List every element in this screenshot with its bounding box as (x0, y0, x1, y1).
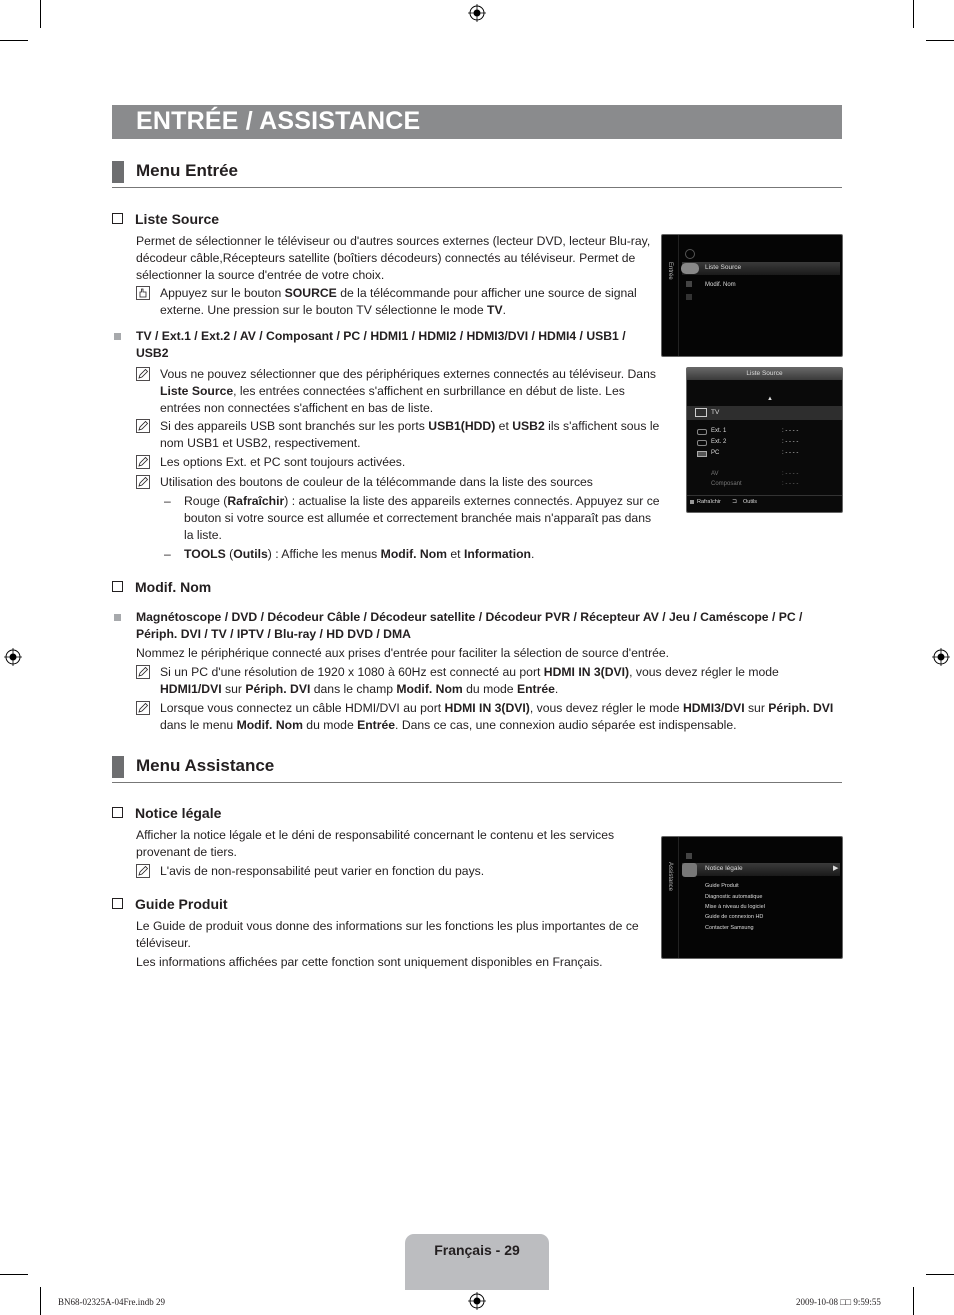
registration-mark-icon (468, 4, 486, 22)
tools-icon: ⊐ (732, 499, 738, 505)
notice-description: Afficher la notice légale et le déni de responsabilité concernant le contenu et les services provenant de tiers. (136, 828, 615, 859)
crop-mark (40, 1287, 41, 1315)
tip-hand-icon (136, 286, 150, 300)
section-bar (112, 756, 124, 778)
pc-icon (697, 451, 707, 457)
note-pencil-icon (136, 701, 150, 715)
note-pencil-icon (136, 455, 150, 469)
note-pencil-icon (136, 665, 150, 679)
source-name[interactable]: AV (711, 471, 719, 477)
modif-nom-description: Nommez le périphérique connecté aux prises d'entrée pour faciliter la sélection de source d'entrée. (136, 646, 670, 660)
checkbox-bullet-icon (112, 807, 123, 818)
subheading-liste-source: Liste Source (112, 211, 219, 227)
section-title: Menu Assistance (136, 756, 275, 775)
page-number-tab (405, 1234, 549, 1290)
scart-icon (697, 440, 707, 446)
source-list: TV / Ext.1 / Ext.2 / AV / Composant / PC / HDMI1 / HDMI2 / HDMI3/DVI / HDMI4 / USB1 / USB2 (136, 329, 626, 360)
subheading-guide-produit: Guide Produit (112, 896, 228, 912)
menu-item[interactable]: Guide Produit (705, 883, 739, 889)
dash-bullet: – (164, 547, 171, 561)
source-tv[interactable]: TV (711, 409, 720, 416)
print-timestamp: 2009-10-08 □□ 9:59:55 (796, 1297, 881, 1307)
page-title-bar (112, 105, 842, 139)
device-type-list: Magnétoscope / DVD / Décodeur Câble / Décodeur satellite / Décodeur PVR / Récepteur AV / Jeu / Caméscope / PC / Périph. DVI / TV / IPTV / Blu-ray / HD DVD / DMA (136, 610, 803, 641)
section-header-menu-entree (112, 161, 842, 188)
guide-description: Le Guide de produit vous donne des informations sur les fonctions les plus importantes de ce téléviseur. Les informations affichées par cette fonction sont uniquement disponibles en Français. (136, 919, 639, 969)
menu-item[interactable]: Diagnostic automatique (705, 894, 763, 900)
crop-mark (40, 0, 41, 28)
menu-item-notice-legale[interactable]: Notice légale (705, 865, 743, 872)
sound-icon (686, 281, 692, 287)
source-status: : - - - - (782, 471, 799, 477)
menu-item[interactable]: Guide de connexion HD (705, 914, 764, 920)
section-bar (112, 161, 124, 183)
menu-item-liste-source[interactable]: Liste Source (705, 264, 742, 271)
tools-button-desc: TOOLS (Outils) : Affiche les menus Modif. Nom et Information. (184, 547, 535, 561)
registration-mark-icon (468, 1292, 486, 1310)
source-name[interactable]: Composant (711, 481, 742, 487)
setup-icon (686, 294, 692, 300)
source-status: : - - - - (782, 439, 799, 445)
notice-note: L'avis de non-responsabilité peut varier en fonction du pays. (136, 863, 656, 880)
source-name[interactable]: Ext. 1 (711, 428, 727, 434)
crop-mark (926, 40, 954, 41)
input-icon (681, 263, 699, 274)
red-button-icon (690, 500, 694, 504)
tv-screen-entree-menu (661, 234, 843, 357)
red-button-desc: Rouge (Rafraîchir) : actualise la liste des appareils externes connectés. Appuyez sur ce bouton si votre source est allumée et correctement branchée mais n'apparaît pas dans la liste. (184, 494, 660, 542)
menu-item-modif-nom[interactable]: Modif. Nom (705, 282, 736, 288)
crop-mark (913, 1287, 914, 1315)
source-name[interactable]: Ext. 2 (711, 439, 727, 445)
note-4: Utilisation des boutons de couleur de la télécommande dans la liste des sources (136, 474, 664, 491)
note-pencil-icon (136, 419, 150, 433)
side-label: Assistance (667, 862, 673, 892)
source-name[interactable]: PC (711, 450, 720, 456)
section-header-menu-assistance (112, 756, 842, 783)
modif-note-2: Lorsque vous connectez un câble HDMI/DVI au port HDMI IN 3(DVI), vous devez régler le mode HDMI3/DVI sur Périph. DVI dans le menu Modif. Nom du mode Entrée. Dans ce cas, une connexion audio séparée est indispensable. (136, 700, 846, 734)
scroll-up-arrow-icon[interactable]: ▲ (767, 396, 773, 402)
tools-button[interactable]: Outils (743, 499, 758, 505)
checkbox-bullet-icon (112, 581, 123, 592)
subheading-modif-nom: Modif. Nom (112, 579, 211, 595)
note-3: Les options Ext. et PC sont toujours activées. (136, 454, 664, 471)
tv-icon (695, 408, 707, 417)
checkbox-bullet-icon (112, 898, 123, 909)
square-bullet-icon (114, 333, 121, 340)
refresh-button[interactable]: Rafraîchir (697, 499, 721, 505)
page-title: ENTRÉE / ASSISTANCE (136, 107, 421, 135)
liste-source-description: Permet de sélectionner le téléviseur ou d'autres sources externes (lecteur DVD, lecteur Blu-ray, décodeur câble,Récepteurs satellite (boîtiers décodeurs) connectés au téléviseur. Permet de sélectionner la source d'entrée de votre choix. (136, 234, 651, 282)
page-number: Français - 29 (434, 1242, 520, 1258)
square-bullet-icon (114, 614, 121, 621)
tip-note: Appuyez sur le bouton SOURCE de la télécommande pour afficher une source de signal externe. Une pression sur le bouton TV sélectionne le mode TV. (136, 285, 656, 319)
section-title: Menu Entrée (136, 161, 239, 180)
dash-bullet: – (164, 494, 171, 508)
subheading-notice-legale: Notice légale (112, 805, 221, 821)
arrow-right-icon: ▶ (833, 865, 839, 872)
note-pencil-icon (136, 864, 150, 878)
crop-mark (0, 1274, 28, 1275)
side-label: Entrée (667, 262, 673, 280)
setup-icon (686, 853, 692, 859)
help-icon (682, 863, 697, 877)
note-pencil-icon (136, 367, 150, 381)
print-file-info: BN68-02325A-04Fre.indb 29 (58, 1297, 165, 1307)
source-status: : - - - - (782, 481, 799, 487)
menu-item[interactable]: Contacter Samsung (705, 925, 754, 931)
tv-screen-assistance-menu (661, 836, 843, 959)
crop-mark (0, 40, 28, 41)
source-status: : - - - - (782, 450, 799, 456)
source-status: : - - - - (782, 428, 799, 434)
note-2: Si des appareils USB sont branchés sur les ports USB1(HDD) et USB2 ils s'affichent sous le nom USB1 et USB2, respectivement. (136, 418, 664, 452)
note-1: Vous ne pouvez sélectionner que des périphériques externes connectés au téléviseur. Dans Liste Source, les entrées connectées s'affichent en surbrillance en début de liste. Les entrées non connectées s'affichent en bas de liste. (136, 366, 664, 418)
tv-screen-source-list (686, 367, 843, 513)
crop-mark (926, 1274, 954, 1275)
screen-title: Liste Source (746, 370, 783, 377)
registration-mark-icon (932, 648, 950, 666)
crop-mark (913, 0, 914, 28)
scart-icon (697, 429, 707, 435)
picture-icon (685, 249, 695, 259)
menu-item[interactable]: Mise à niveau du logiciel (705, 904, 765, 910)
checkbox-bullet-icon (112, 213, 123, 224)
registration-mark-icon (4, 648, 22, 666)
modif-note-1: Si un PC d'une résolution de 1920 x 1080 à 60Hz est connecté au port HDMI IN 3(DVI), vous devez régler le mode HDMI1/DVI sur Périph. DVI dans le champ Modif. Nom du mode Entrée. (136, 664, 846, 698)
note-pencil-icon (136, 475, 150, 489)
